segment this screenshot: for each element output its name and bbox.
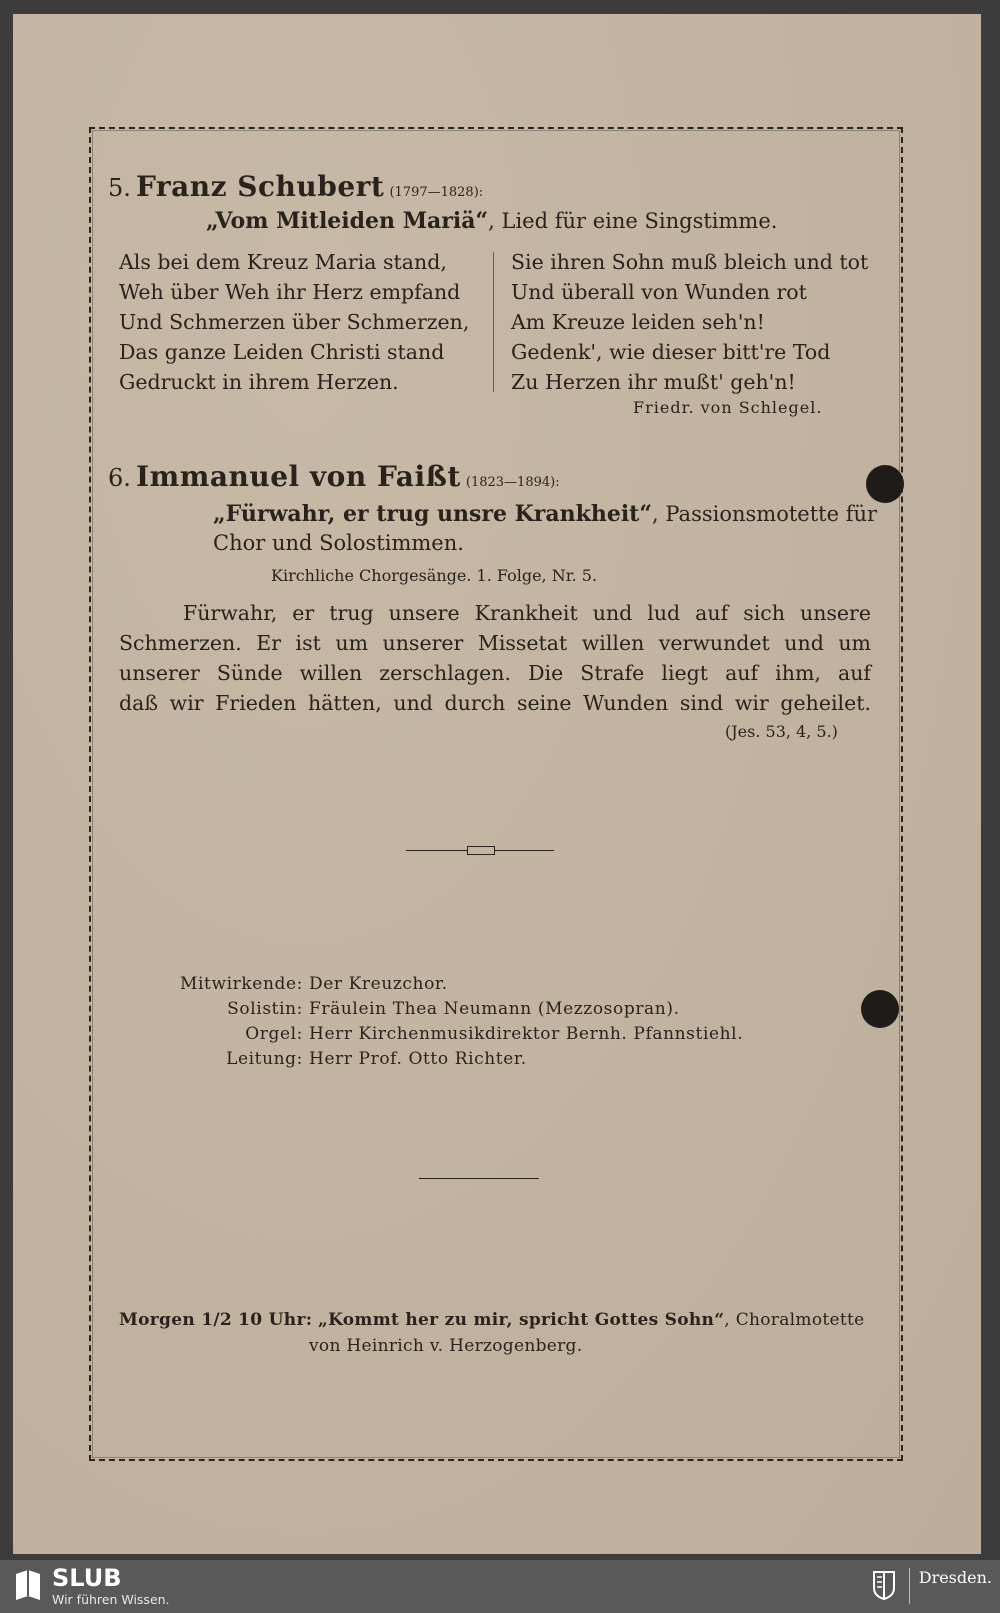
- punch-hole: [866, 465, 904, 503]
- item6-number: 6.: [108, 464, 131, 492]
- book-icon: [14, 1568, 42, 1604]
- performer-row: [103, 1022, 743, 1047]
- performer-role: Leitung:: [226, 1049, 303, 1069]
- performer-role: Mitwirkende:: [180, 974, 303, 994]
- performer-name: Der Kreuzchor.: [309, 974, 448, 994]
- text-line: Schmerzen. Er ist um unserer Missetat willen verwundet und um: [119, 631, 871, 655]
- performer-row: [103, 997, 743, 1022]
- slub-logo[interactable]: SLUB: [52, 1564, 122, 1592]
- dresden-logo[interactable]: Dresden.: [918, 1568, 992, 1587]
- item5-author: Friedr. von Schlegel.: [633, 398, 823, 417]
- performers-list: [103, 972, 743, 1072]
- verse-line: Weh über Weh ihr Herz empfand: [119, 280, 461, 304]
- performer-role: Orgel:: [245, 1024, 303, 1044]
- item6-reference: (Jes. 53, 4, 5.): [725, 722, 838, 741]
- performer-name: Fräulein Thea Neumann (Mezzosopran).: [309, 999, 680, 1019]
- city-crest-icon: [872, 1570, 896, 1600]
- tomorrow-line2: von Heinrich v. Herzogenberg.: [309, 1336, 583, 1356]
- verse-line: Zu Herzen ihr mußt' geh'n!: [511, 370, 796, 394]
- punch-hole: [861, 990, 899, 1028]
- verse-line: Und Schmerzen über Schmerzen,: [119, 310, 470, 334]
- footer-bar: [0, 1560, 1000, 1613]
- verse-line: Gedruckt in ihrem Herzen.: [119, 370, 399, 394]
- verse-line: Gedenk', wie dieser bitt're Tod: [511, 340, 831, 364]
- tomorrow-desc: , Choralmotette: [724, 1310, 865, 1330]
- item6-work-title: „Fürwahr, er trug unsre Krankheit“: [213, 501, 653, 527]
- item6-heading: [108, 460, 560, 493]
- text-line: Fürwahr, er trug unsere Krankheit und lud auf sich unsere: [183, 601, 871, 625]
- verse-divider: [493, 252, 494, 392]
- item6-work: [213, 501, 877, 527]
- ornament-divider-center: [467, 846, 495, 855]
- item5-work: [206, 208, 777, 234]
- performer-name: Herr Kirchenmusikdirektor Bernh. Pfannstiehl.: [309, 1024, 744, 1044]
- item5-heading: [108, 170, 483, 203]
- tomorrow-time: Morgen 1/2 10 Uhr:: [119, 1310, 313, 1330]
- item6-text: [119, 598, 871, 718]
- item6-dates: (1823—1894):: [465, 475, 560, 490]
- item5-verse-right: [511, 247, 868, 397]
- item6-composer: Immanuel von Faißt: [136, 460, 461, 493]
- item6-work-desc-1: , Passionsmotette für: [652, 502, 878, 526]
- item5-work-desc: , Lied für eine Singstimme.: [488, 209, 778, 233]
- document-page: [13, 14, 981, 1554]
- text-line: daß wir Frieden hätten, und durch seine Wunden sind wir geheilet.: [119, 691, 871, 715]
- tomorrow-title: „Kommt her zu mir, spricht Gottes Sohn“: [318, 1310, 725, 1330]
- performer-row: [103, 972, 743, 997]
- item6-work-desc-2: Chor und Solostimmen.: [213, 531, 464, 555]
- verse-line: Am Kreuze leiden seh'n!: [511, 310, 765, 334]
- item5-composer: Franz Schubert: [136, 170, 385, 203]
- tomorrow-line1: [119, 1310, 864, 1330]
- verse-line: Und überall von Wunden rot: [511, 280, 807, 304]
- item5-number: 5.: [108, 174, 131, 202]
- verse-line: Sie ihren Sohn muß bleich und tot: [511, 250, 869, 274]
- performer-row: [103, 1047, 743, 1072]
- short-divider: [419, 1178, 539, 1179]
- slub-tagline: Wir führen Wissen.: [52, 1592, 170, 1607]
- item6-source: Kirchliche Chorgesänge. 1. Folge, Nr. 5.: [271, 566, 598, 585]
- performer-name: Herr Prof. Otto Richter.: [309, 1049, 527, 1069]
- text-line: unserer Sünde willen zerschlagen. Die Strafe liegt auf ihm, auf: [119, 661, 871, 685]
- footer-separator: [909, 1568, 910, 1604]
- item5-work-title: „Vom Mitleiden Mariä“: [206, 208, 489, 234]
- verse-line: Das ganze Leiden Christi stand: [119, 340, 445, 364]
- item5-dates: (1797—1828):: [389, 185, 484, 200]
- performer-role: Solistin:: [227, 999, 303, 1019]
- item5-verse-left: [119, 247, 469, 397]
- verse-line: Als bei dem Kreuz Maria stand,: [119, 250, 447, 274]
